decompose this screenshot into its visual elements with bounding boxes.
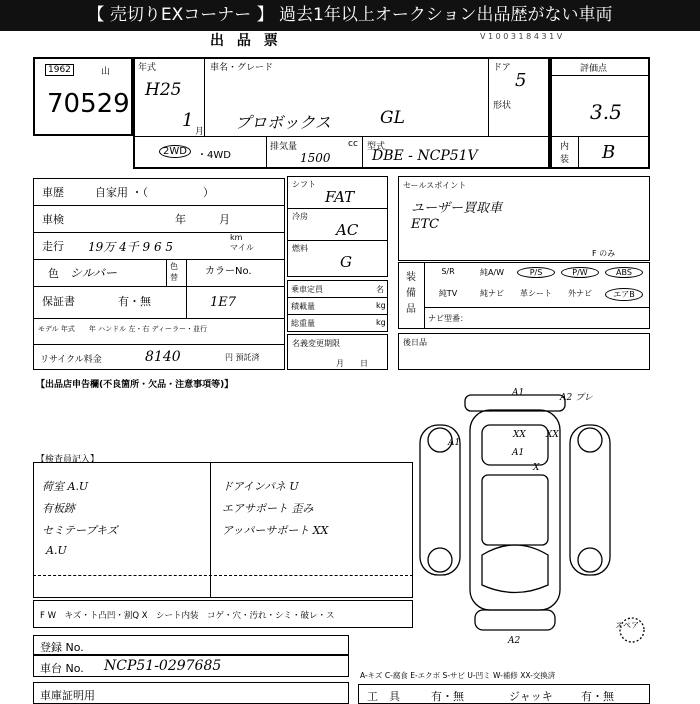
body-label: 形状	[493, 101, 512, 111]
equip-item: エアB	[605, 288, 643, 301]
diagram-mark-1: A1	[512, 388, 525, 398]
inspector-note-2: 有板跡	[42, 502, 75, 515]
interior-label: 内装	[560, 142, 570, 165]
form-title: 出 品 票	[210, 33, 282, 49]
equip-item: ABS	[605, 267, 643, 278]
equip-item: 純TV	[438, 289, 458, 298]
diagram-mark-8: A2	[508, 636, 521, 646]
lot-number: 70529	[47, 89, 130, 119]
inspector-label: 【検査員記入】	[36, 455, 100, 465]
tools-value: 有・無	[431, 690, 464, 703]
equip-note: F のみ	[592, 249, 616, 258]
car-name: プロボックス	[235, 113, 331, 132]
diagram-mark-9: スペア	[615, 621, 639, 630]
reg-expiry-box	[287, 334, 388, 370]
diagram-mark-2: A2 プレ	[560, 393, 593, 403]
banner: 【 売切りEXコーナー 】 過去1年以上オークション出品歴がない車両	[0, 0, 700, 31]
jack-label: ジャッキ	[509, 690, 553, 703]
diagram-mark-6: A1	[512, 448, 525, 458]
weight-label: 総重量	[291, 319, 315, 328]
form-subtitle: V 1 0 0 3 1 8 4 3 1 V	[480, 32, 563, 41]
grade: GL	[380, 108, 405, 128]
shift: FAT	[325, 188, 355, 206]
load-label: 積載量	[291, 302, 315, 311]
inspector-note-6: エアサポート 歪み	[222, 502, 314, 515]
mileage-unit: km マイル	[230, 233, 254, 252]
score: 3.5	[590, 100, 622, 124]
drive-2wd: 2WD	[159, 145, 191, 158]
equip-item: P/S	[517, 267, 555, 278]
later-box	[398, 333, 650, 370]
chassis-label: 車台 No.	[40, 662, 84, 675]
model-year-row: モデル 年式 年 ハンドル 左・右 ディーラー・並行	[38, 325, 207, 333]
equip-item: S/R	[441, 267, 455, 276]
tools-label: 工 具	[367, 690, 400, 703]
capacity-label: 乗車定員	[291, 285, 323, 294]
color-no: 1E7	[210, 295, 237, 310]
history-label: 車歴	[42, 186, 64, 199]
fw-row	[33, 600, 413, 628]
fw-row-text: F W キズ・ト凸凹・割Q X シート内装 コゲ・穴・汚れ・シミ・破レ・ス	[40, 611, 335, 621]
car-name-label: 車名・グレード	[210, 63, 274, 73]
ac: AC	[336, 221, 359, 239]
lot-tag: 1962	[45, 64, 74, 76]
history-value: 自家用 ・（ ）	[95, 186, 214, 199]
diagram-mark-3: A1	[448, 438, 461, 448]
chassis-row	[33, 655, 349, 677]
tools-row	[358, 684, 650, 704]
weight-unit: kg	[376, 318, 386, 327]
equip-item: 純A/W	[479, 268, 505, 277]
equip-item: 外ナビ	[568, 289, 592, 298]
color-label: 色	[48, 267, 59, 280]
reg-expiry-label: 名義変更期限	[292, 339, 340, 348]
recycle-label: リサイクル料金	[40, 355, 102, 365]
recycle: 8140	[145, 349, 181, 365]
cert-label: 車庫証明用	[40, 689, 95, 702]
fuel-label: 燃料	[292, 244, 308, 253]
capacity-unit: 名	[376, 285, 384, 294]
drive-box	[133, 136, 266, 169]
color: シルバー	[70, 266, 117, 280]
legend: A-キズ C-腐食 E-エクボ S-サビ U-凹ミ W-補修 XX-交換済	[360, 671, 556, 680]
equip-item: 革シート	[520, 289, 552, 298]
color-no-label: カラーNo.	[205, 266, 252, 277]
load-unit: kg	[376, 301, 386, 310]
diagram-mark-7: X	[533, 463, 540, 473]
lot-unit: 山	[101, 67, 111, 77]
inspection-value: 年 月	[175, 213, 230, 226]
selling-2: ETC	[411, 217, 440, 232]
cert-row	[33, 682, 349, 704]
displacement: 1500	[300, 151, 331, 165]
model: DBE - NCP51V	[372, 148, 478, 164]
ac-label: 冷房	[292, 212, 308, 221]
car-diagram	[410, 385, 650, 645]
inspector-note-7: アッパーサポート XX	[222, 524, 329, 537]
selling-label: セールスポイント	[403, 181, 467, 190]
inspector-note-5: ドアインパネ U	[222, 480, 299, 493]
shift-label: シフト	[292, 180, 316, 189]
drive-4wd: ・4WD	[197, 150, 231, 161]
displacement-unit: cc	[348, 139, 358, 149]
score-label: 評価点	[580, 64, 608, 74]
reg-expiry-unit: 月 日	[336, 359, 368, 368]
recycle-unit: 円 預託済	[225, 353, 260, 362]
month-unit: 月	[195, 127, 205, 137]
inspector-note-3: セミテープキズ	[42, 524, 118, 537]
inspector-note-4: A.U	[46, 544, 67, 557]
inspection-label: 車検	[42, 213, 64, 226]
inspector-note-1: 荷室 A.U	[42, 480, 89, 493]
equip-label: 装備品	[406, 272, 416, 315]
color-change-label: 色替	[170, 262, 178, 282]
seller-label: 【出品店申告欄(不良箇所・欠品・注意事項等)】	[36, 380, 234, 390]
chassis: NCP51-0297685	[104, 658, 222, 674]
equip-item: 純ナビ	[480, 289, 504, 298]
warranty-value: 有・無	[118, 295, 151, 308]
jack-value: 有・無	[581, 690, 614, 703]
navi-label: ナビ型番：	[428, 314, 468, 323]
doors-label: ドア	[493, 63, 511, 73]
reg-no-label: 登録 No.	[40, 641, 84, 654]
selling-1: ユーザー買取車	[411, 201, 503, 216]
warranty-label: 保証書	[42, 295, 75, 308]
diagram-mark-5: XX	[546, 430, 559, 440]
mileage-label: 走行	[42, 240, 64, 253]
year-value: H25	[145, 80, 182, 100]
diagram-mark-4: XX	[513, 430, 526, 440]
later-label: 後日品	[403, 338, 427, 347]
year-label: 年式	[138, 63, 157, 73]
reg-no-row	[33, 635, 349, 655]
lot-box	[33, 57, 133, 136]
equip-item: P/W	[561, 267, 599, 278]
month-value: 1	[182, 110, 194, 131]
mileage: 19万 4千 9 6 5	[88, 240, 174, 254]
displacement-label: 排気量	[270, 142, 298, 152]
interior: B	[602, 142, 616, 163]
fuel: G	[340, 253, 352, 271]
doors: 5	[515, 70, 527, 91]
model-label: 型式	[367, 142, 386, 152]
